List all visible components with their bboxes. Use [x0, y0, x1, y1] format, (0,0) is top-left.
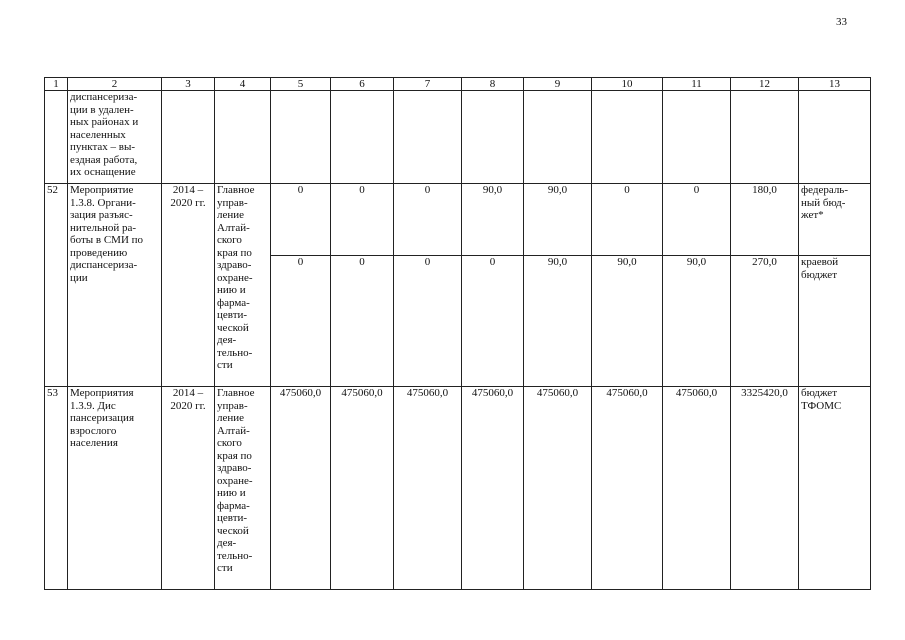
- header-cell: 4: [215, 78, 271, 91]
- program-table: [44, 77, 871, 590]
- text-line: нию и: [217, 284, 246, 296]
- value-cell: 90,0: [524, 184, 592, 256]
- text-line: дея-: [217, 537, 237, 549]
- text-line: населения: [70, 437, 118, 449]
- total-cell: 3325420,0: [731, 387, 799, 590]
- text-line: ческой: [217, 524, 249, 537]
- text-line: фарма-: [217, 296, 250, 309]
- text-line: ского: [217, 437, 242, 449]
- text-line: жет*: [801, 209, 824, 221]
- text-line: цевти-: [217, 309, 248, 321]
- text-line: Мероприятия: [70, 387, 134, 399]
- empty-cell: [592, 91, 663, 184]
- text-line: цевти-: [217, 512, 248, 524]
- text-line: охране-: [217, 271, 253, 284]
- value-cell: 0: [592, 184, 663, 256]
- header-cell: 8: [462, 78, 524, 91]
- text-line: 2020 гг.: [170, 196, 206, 209]
- text-line: здраво-: [217, 259, 252, 271]
- text-line: сти: [217, 562, 233, 574]
- header-row: [45, 78, 871, 91]
- value-cell: 0: [271, 256, 331, 387]
- measure-name-cell: [68, 387, 162, 590]
- header-cell: 1: [45, 78, 68, 91]
- text-line: ции: [70, 271, 88, 284]
- value-cell: 0: [271, 184, 331, 256]
- text-line: ных районах и: [70, 116, 139, 128]
- text-line: 1.3.8. Органи-: [70, 196, 136, 209]
- text-line: дея-: [217, 334, 237, 346]
- empty-cell: [731, 91, 799, 184]
- value-cell: 90,0: [592, 256, 663, 387]
- value-cell: 475060,0: [271, 387, 331, 590]
- text-line: фарма-: [217, 499, 250, 512]
- text-line: ление: [217, 412, 245, 424]
- value-cell: 475060,0: [462, 387, 524, 590]
- value-cell: 0: [331, 184, 394, 256]
- table-row-53: [45, 387, 871, 590]
- text-line: тельно-: [217, 346, 253, 359]
- text-line: пунктах – вы-: [70, 141, 136, 153]
- empty-cell: [215, 91, 271, 184]
- header-cell: 9: [524, 78, 592, 91]
- header-cell: 12: [731, 78, 799, 91]
- text-line: взрослого: [70, 424, 117, 437]
- funding-source-cell: [799, 256, 871, 387]
- text-line: сти: [217, 359, 233, 371]
- text-line: управ-: [217, 399, 248, 412]
- header-cell: 13: [799, 78, 871, 91]
- text-line: населенных: [70, 128, 126, 141]
- measure-name-cell: [68, 91, 162, 184]
- value-cell: 0: [663, 184, 731, 256]
- text-line: бюджет: [801, 268, 837, 281]
- text-line: Главное: [217, 184, 255, 196]
- text-line: боты в СМИ по: [70, 234, 144, 246]
- empty-cell: [162, 91, 215, 184]
- text-line: тельно-: [217, 549, 253, 562]
- value-cell: 475060,0: [663, 387, 731, 590]
- text-line: пансеризация: [70, 412, 135, 424]
- header-cell: 2: [68, 78, 162, 91]
- value-cell: 0: [462, 256, 524, 387]
- header-cell: 6: [331, 78, 394, 91]
- value-cell: 475060,0: [592, 387, 663, 590]
- header-cell: 7: [394, 78, 462, 91]
- text-line: ского: [217, 234, 242, 246]
- header-cell: 10: [592, 78, 663, 91]
- text-line: края по: [217, 246, 252, 259]
- text-line: федераль-: [801, 184, 848, 196]
- period-cell: [162, 184, 215, 387]
- text-line: ездная работа,: [70, 153, 138, 166]
- header-cell: 3: [162, 78, 215, 91]
- text-line: охране-: [217, 474, 253, 487]
- empty-cell: [799, 91, 871, 184]
- value-cell: 0: [394, 184, 462, 256]
- text-line: краевой: [801, 256, 839, 268]
- period-cell: [162, 387, 215, 590]
- total-cell: 270,0: [731, 256, 799, 387]
- text-line: диспансеризa-: [70, 91, 138, 103]
- text-line: ный бюд-: [801, 196, 846, 209]
- value-cell: 90,0: [663, 256, 731, 387]
- text-line: Алтай-: [217, 221, 250, 234]
- text-line: ции в удален-: [70, 103, 134, 116]
- text-line: 2020 гг.: [170, 399, 206, 412]
- text-line: 2014 –: [172, 184, 204, 196]
- empty-cell: [663, 91, 731, 184]
- text-line: проведению: [70, 246, 128, 259]
- measure-name-cell: [68, 184, 162, 387]
- empty-cell: [462, 91, 524, 184]
- text-line: нительной ра-: [70, 221, 137, 234]
- value-cell: 0: [394, 256, 462, 387]
- index-cell: [45, 91, 68, 184]
- value-cell: 475060,0: [331, 387, 394, 590]
- table-row-52-federal: [45, 184, 871, 256]
- text-line: ческой: [217, 321, 249, 334]
- text-line: Мероприятие: [70, 184, 134, 196]
- text-line: 2014 –: [172, 387, 204, 399]
- table-row-continuation: [45, 91, 871, 184]
- value-cell: 90,0: [524, 256, 592, 387]
- text-line: Алтай-: [217, 424, 250, 437]
- value-cell: 475060,0: [524, 387, 592, 590]
- page-number: 33: [836, 16, 847, 28]
- row-index: 52: [45, 184, 68, 387]
- empty-cell: [331, 91, 394, 184]
- executor-cell: [215, 184, 271, 387]
- executor-cell: [215, 387, 271, 590]
- text-line: нию и: [217, 487, 246, 499]
- header-cell: 11: [663, 78, 731, 91]
- total-cell: 180,0: [731, 184, 799, 256]
- text-line: их оснащение: [70, 166, 136, 178]
- text-line: здраво-: [217, 462, 252, 474]
- text-line: 1.3.9. Дис: [70, 399, 116, 412]
- funding-source-cell: [799, 387, 871, 590]
- empty-cell: [524, 91, 592, 184]
- value-cell: 90,0: [462, 184, 524, 256]
- text-line: зация разъяс-: [70, 209, 133, 221]
- text-line: края по: [217, 449, 252, 462]
- text-line: Главное: [217, 387, 255, 399]
- empty-cell: [394, 91, 462, 184]
- header-cell: 5: [271, 78, 331, 91]
- text-line: бюджет: [801, 387, 837, 399]
- text-line: ление: [217, 209, 245, 221]
- text-line: ТФОМС: [801, 399, 842, 412]
- value-cell: 475060,0: [394, 387, 462, 590]
- funding-source-cell: [799, 184, 871, 256]
- empty-cell: [271, 91, 331, 184]
- text-line: диспансериза-: [70, 259, 138, 271]
- row-index: 53: [45, 387, 68, 590]
- text-line: управ-: [217, 196, 248, 209]
- value-cell: 0: [331, 256, 394, 387]
